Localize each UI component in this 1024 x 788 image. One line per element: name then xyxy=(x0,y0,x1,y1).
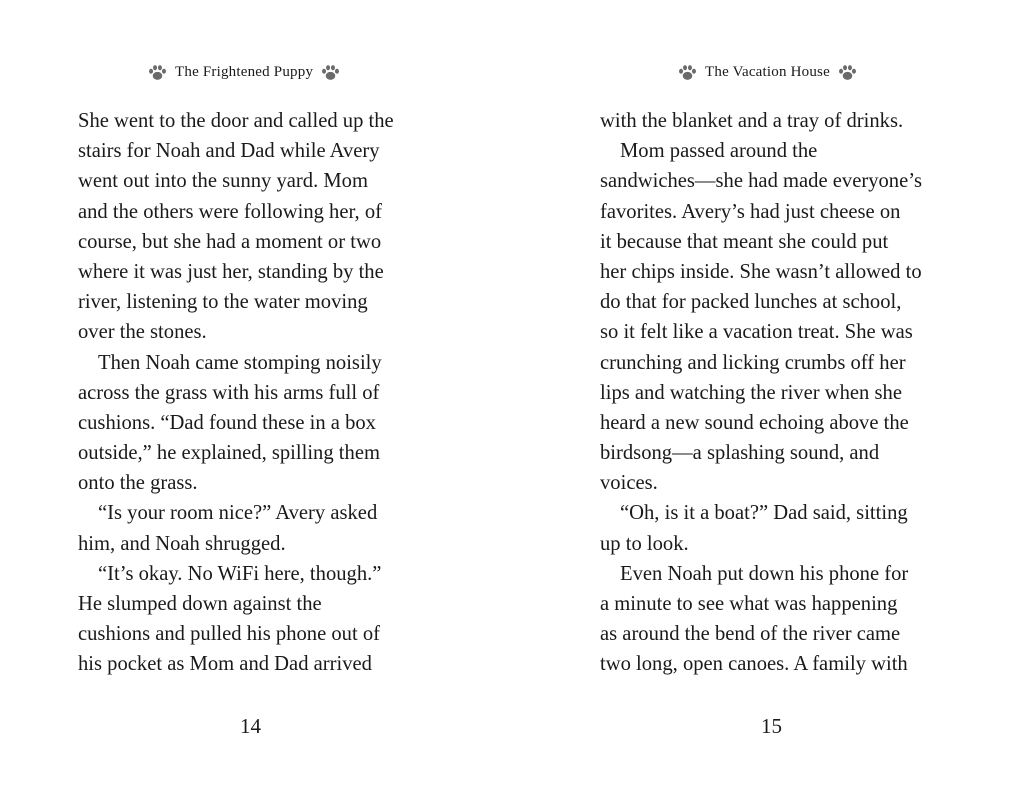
text-line: cushions and pulled his phone out of xyxy=(78,623,381,646)
text-line: her chips inside. She wasn’t allowed to xyxy=(600,260,922,283)
text-line: birdsong—a splashing sound, and xyxy=(600,442,880,465)
text-line: two long, open canoes. A family with xyxy=(600,653,908,676)
text-line: “Oh, is it a boat?” Dad said, sitting xyxy=(620,502,908,525)
text-line: so it felt like a vacation treat. She was xyxy=(600,321,913,344)
text-line: Mom passed around the xyxy=(620,140,818,163)
text-line: lips and watching the river when she xyxy=(600,381,902,404)
running-head-left xyxy=(148,64,340,81)
text-line: and the others were following her, of xyxy=(78,200,382,223)
page-number-right: 15 xyxy=(761,714,782,738)
text-line: cushions. “Dad found these in a box xyxy=(78,411,376,434)
text-line: over the stones. xyxy=(78,321,207,344)
text-line: Even Noah put down his phone for xyxy=(620,562,909,585)
text-line: river, listening to the water moving xyxy=(78,291,368,314)
text-line: across the grass with his arms full of xyxy=(78,381,380,404)
text-line: He slumped down against the xyxy=(78,593,322,615)
text-line: She went to the door and called up the xyxy=(78,110,394,132)
paw-print-icon xyxy=(321,64,340,81)
text-line: went out into the sunny yard. Mom xyxy=(78,170,369,193)
text-line: his pocket as Mom and Dad arrived xyxy=(78,653,372,676)
text-line: him, and Noah shrugged. xyxy=(78,532,286,555)
text-line: onto the grass. xyxy=(78,472,198,495)
running-head-title: The Vacation House xyxy=(705,64,830,80)
text-line: heard a new sound echoing above the xyxy=(600,411,909,434)
text-line: where it was just her, standing by the xyxy=(78,260,384,283)
text-line: stairs for Noah and Dad while Avery xyxy=(78,140,380,163)
text-line: do that for packed lunches at school, xyxy=(600,291,902,314)
text-line: sandwiches—she had made everyone’s xyxy=(600,170,922,193)
running-head-title: The Frightened Puppy xyxy=(175,64,314,80)
text-line: with the blanket and a tray of drinks. xyxy=(600,110,904,132)
paw-print-icon xyxy=(678,64,697,81)
text-line: course, but she had a moment or two xyxy=(78,230,382,253)
running-head-right xyxy=(678,64,857,81)
right-page xyxy=(512,0,1024,788)
paw-print-icon xyxy=(148,64,167,81)
text-line: “It’s okay. No WiFi here, though.” xyxy=(98,562,382,585)
text-line: favorites. Avery’s had just cheese on xyxy=(600,200,901,223)
text-line: a minute to see what was happening xyxy=(600,593,898,615)
page-number-left: 14 xyxy=(240,714,261,738)
body-text-right xyxy=(600,106,952,680)
text-line: Then Noah came stomping noisily xyxy=(98,351,382,374)
text-line: up to look. xyxy=(600,532,689,555)
paw-print-icon xyxy=(838,64,857,81)
body-text-left xyxy=(78,106,430,680)
text-line: as around the bend of the river came xyxy=(600,623,901,646)
text-line: “Is your room nice?” Avery asked xyxy=(98,502,378,525)
text-line: outside,” he explained, spilling them xyxy=(78,442,380,465)
text-line: it because that meant she could put xyxy=(600,230,889,253)
text-line: voices. xyxy=(600,472,658,495)
text-line: crunching and licking crumbs off her xyxy=(600,351,906,374)
